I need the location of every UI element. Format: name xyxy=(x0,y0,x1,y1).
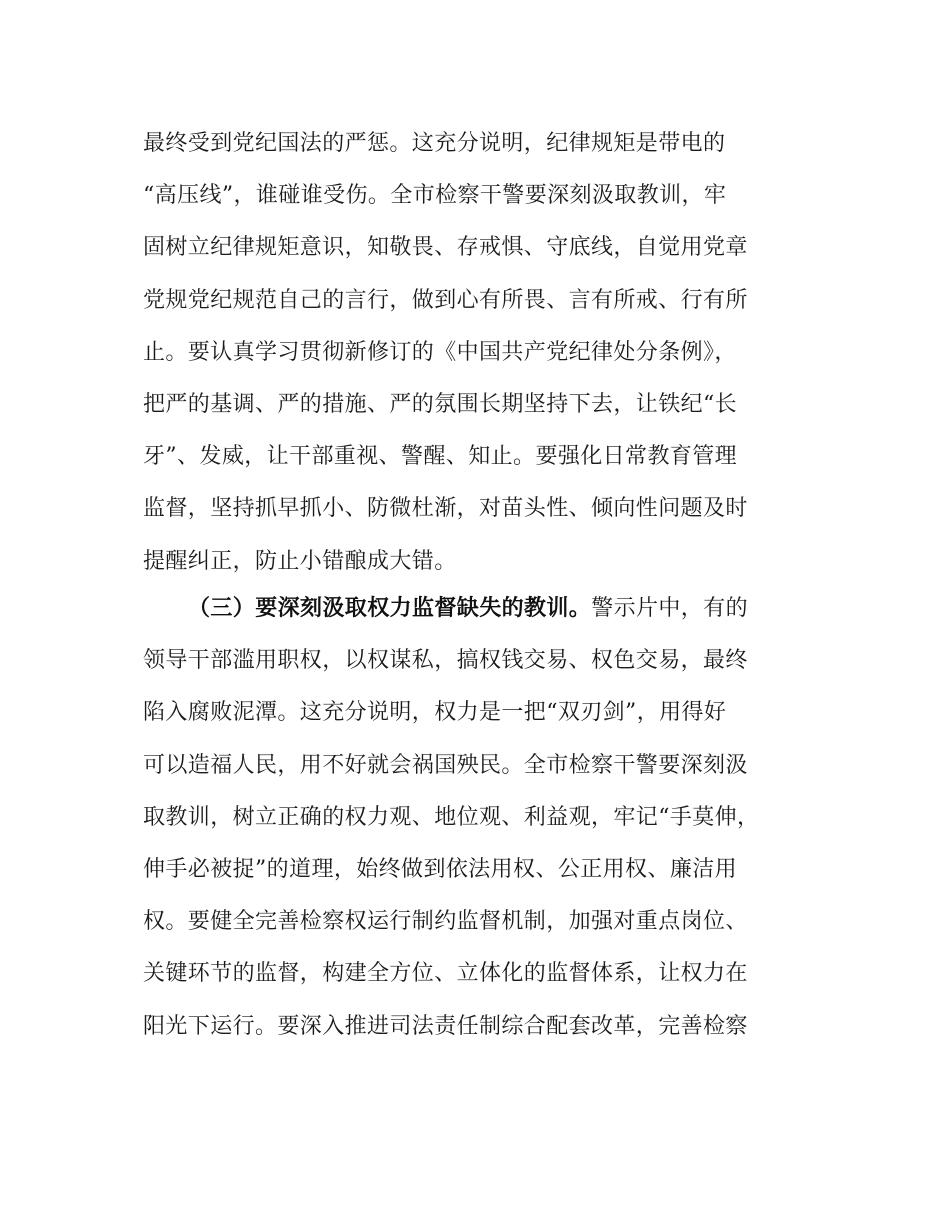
paragraph-discipline xyxy=(143,118,823,588)
paragraph-power-supervision xyxy=(143,583,823,1053)
text-line: “高压线”，谁碰谁受伤。全市检察干警要深刻汲取教训，牢 xyxy=(143,183,727,209)
text-line: 党规党纪规范自己的言行，做到心有所畏、言有所戒、行有所 xyxy=(143,287,748,313)
text-line: 把严的基调、严的措施、严的氛围长期坚持下去，让铁纪“长 xyxy=(143,391,738,417)
text-line: 提醒纠正，防止小错酿成大错。 xyxy=(143,548,457,574)
text-line: 陷入腐败泥潭。这充分说明，权力是一把“双刃剑”，用得好 xyxy=(143,700,727,726)
text-line: 伸手必被捉”的道理，始终做到依法用权、公正用权、廉洁用 xyxy=(143,856,738,882)
text-line: 牙”、发威，让干部重视、警醒、知止。要强化日常教育管理 xyxy=(143,444,738,470)
text-line: 领导干部滥用职权，以权谋私，搞权钱交易、权色交易，最终 xyxy=(143,648,748,674)
heading-line-continuation: 警示片中，有的 xyxy=(591,596,749,621)
text-line: 固树立纪律规矩意识，知敬畏、存戒惧、守底线，自觉用党章 xyxy=(143,235,748,261)
text-line: 可以造福人民，用不好就会祸国殃民。全市检察干警要深刻汲 xyxy=(143,752,748,778)
text-line: 权。要健全完善检察权运行制约监督机制，加强对重点岗位、 xyxy=(143,909,748,935)
text-line: 监督，坚持抓早抓小、防微杜渐，对苗头性、倾向性问题及时 xyxy=(143,496,748,522)
text-line-first xyxy=(143,583,823,635)
text-line: 取教训，树立正确的权力观、地位观、利益观，牢记“手莫伸， xyxy=(143,804,760,830)
text-line: 止。要认真学习贯彻新修订的《中国共产党纪律处分条例》， xyxy=(143,339,737,365)
text-line: 关键环节的监督，构建全方位、立体化的监督体系，让权力在 xyxy=(143,961,748,987)
section-heading: （三）要深刻汲取权力监督缺失的教训。 xyxy=(188,596,592,621)
text-line: 阳光下运行。要深入推进司法责任制综合配套改革，完善检察 xyxy=(143,1013,748,1039)
text-line: 最终受到党纪国法的严惩。这充分说明，纪律规矩是带电的 xyxy=(143,131,726,156)
